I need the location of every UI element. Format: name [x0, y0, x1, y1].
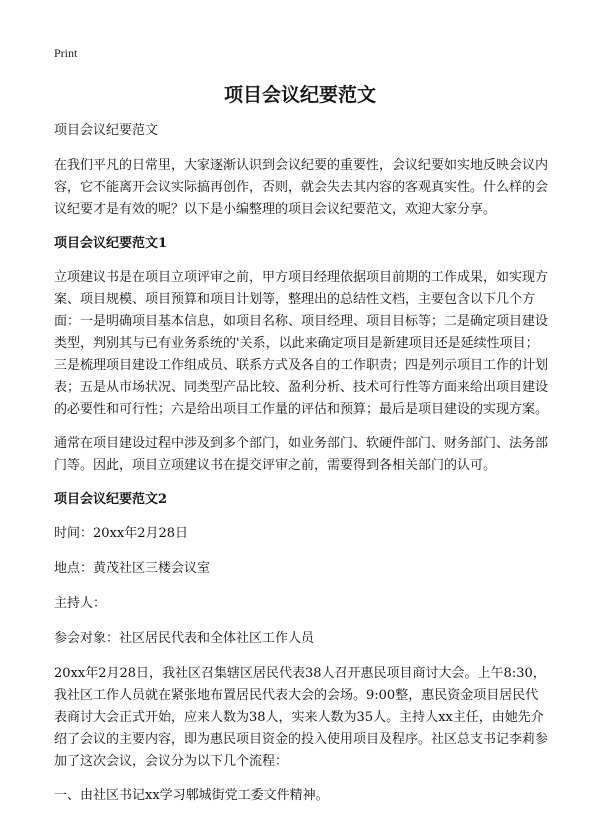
document-body: [54, 120, 550, 820]
section-2-heading: 项目会议纪要范文2: [54, 492, 168, 507]
intro-paragraph: 在我们平凡的日常里，大家逐渐认识到会议纪要的重要性，会议纪要如实地反映会议内容，它不能离开会议实际搞再创作，否则，就会失去其内容的客观真实性。什么样的会议纪要才是有效的呢？以下是小编整理的项目会议纪要范文，欢迎大家分享。: [54, 158, 549, 217]
meeting-attendees: 参会对象：社区居民代表和全体社区工作人员: [54, 631, 315, 646]
meeting-host: 主持人：: [54, 596, 107, 611]
section-2-paragraph-1: 20xx年2月28日，我社区召集辖区居民代表38人召开惠民项目商讨大会。上午8:30，我社区工作人员就在紧张地布置居民代表大会的会场。9:00整，惠民资金项目居民代表商讨大会正式开始，应来人数为38人，实来人数为35人。主持人xx主任，由她先介绍了会议的主要内容，即为惠民项目资金的投入使用项目及程序。社区总支书记李莉参加了这次会议，会议分为以下几个流程：: [54, 666, 549, 769]
print-label: Print: [54, 46, 78, 60]
section-1-paragraph-1: 立项建议书是在项目立项评审之前，甲方项目经理依据项目前期的工作成果，如实现方案、项目规模、项目预算和项目计划等，整理出的总结性文档，主要包含以下几个方面：一是明确项目基本信息，如项目名称、项目经理、项目目标等；二是确定项目建设类型，判别其与已有业务系统的'关系，以此来确定项目是新建项目还是延续性项目；三是梳理项目建设工作组成员、联系方式及各自的工作职责；四是列示项目工作的计划表；五是从市场状况、同类型产品比较、盈利分析、技术可行性等方面来给出项目建设的必要性和可行性；六是给出项目工作量的评估和预算；最后是项目建设的实现方案。: [54, 270, 549, 417]
meeting-time: 时间：20xx年2月28日: [54, 526, 189, 541]
document-title: 项目会议纪要范文: [223, 84, 376, 106]
section-1-heading: 项目会议纪要范文1: [54, 236, 168, 251]
section-2-item-1: 一、由社区书记xx学习郫城街党工委文件精神。: [54, 788, 329, 803]
meeting-place: 地点：黄茂社区三楼会议室: [54, 561, 211, 576]
section-1-paragraph-2: 通常在项目建设过程中涉及到多个部门，如业务部门、软硬件部门、财务部门、法务部门等。因此，项目立项建议书在提交评审之前，需要得到各相关部门的认可。: [54, 436, 549, 473]
document-subtitle: 项目会议纪要范文: [54, 123, 159, 138]
